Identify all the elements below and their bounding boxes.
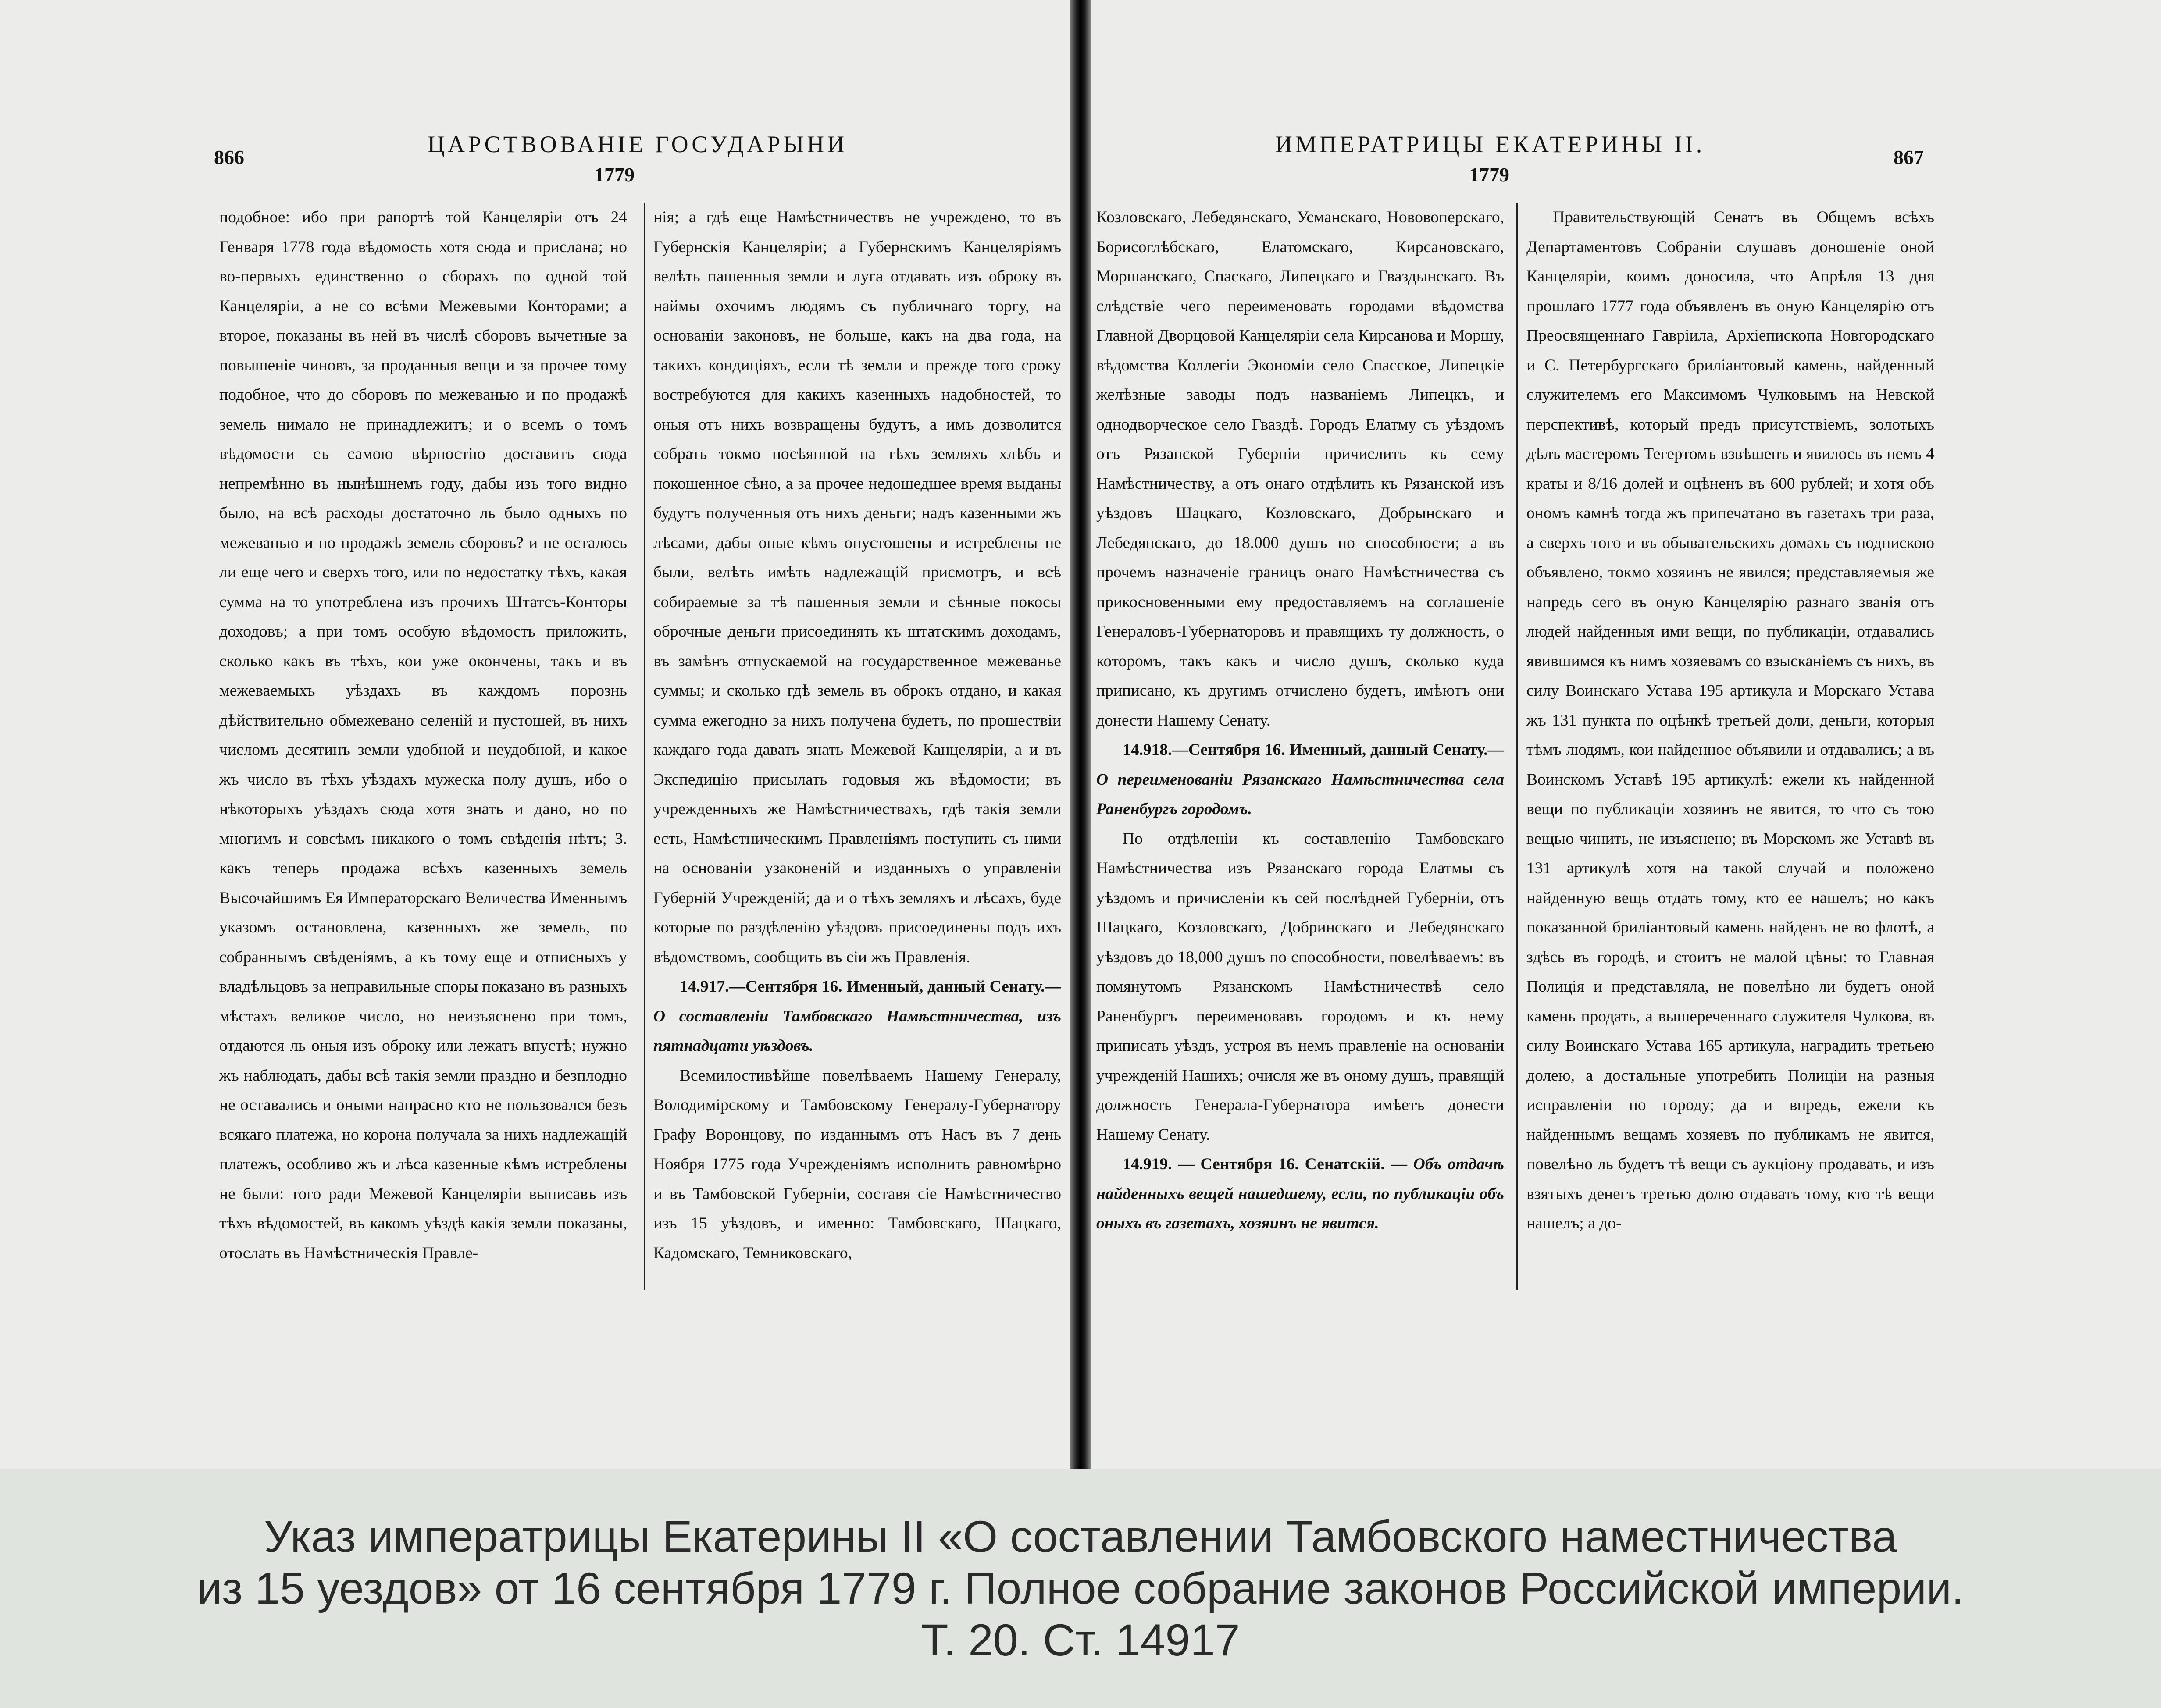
entry-title: Объ отдачѣ найденныхъ вещей нашедшему, если, по публикаціи объ оныхъ въ газетахъ, хозяинъ не явится.	[1096, 1155, 1504, 1232]
year-left: 1779	[594, 164, 635, 186]
entry-title: О переименованіи Рязанскаго Намѣстничества села Раненбургъ городомъ.	[1096, 770, 1504, 818]
book-gutter	[1070, 0, 1091, 1469]
right-page-column-2	[1526, 203, 1934, 1290]
text-paragraph: подобное: ибо при рапортѣ той Канцеляріи отъ 24 Генваря 1778 года вѣдомость хотя сюда и прислана; но во-первыхъ единственно о сборахъ по одной той Канцеляріи, а не со всѣми Межевыми Конторами; а второе, показаны въ ней въ числѣ сборовъ вычетные за повышеніе чиновъ, за проданныя вещи и за прочее тому подобное, что до сборовъ по межеванью и по продажѣ земель нимало не принадлежитъ; и о всемъ о томъ вѣдомости съ самою вѣрностію доставить сюда непремѣнно въ нынѣшнемъ году, дабы изъ того видно было, на всѣ расходы достаточно ль было одныхъ по межеванью и по продажѣ земель сборовъ? и не осталось ли еще чего и сверхъ того, или по недостатку тѣхъ, какая сумма на то употреблена изъ прочихъ Штатсъ-Конторы доходовъ; а при томъ особую вѣдомость приложить, сколько какъ въ тѣхъ, кои уже окончены, такъ и въ межеваемыхъ уѣздахъ въ каждомъ порознь дѣйствительно обмежевано селеній и пустошей, въ нихъ числомъ десятинъ земли удобной и неудобной, и какое жъ число въ тѣхъ уѣздахъ мужеска полу душъ, ибо о нѣкоторыхъ уѣздахъ сюда хотя знать и дано, но по многимъ и совсѣмъ никакого о томъ свѣденія нѣтъ; 3. какъ теперь продажа всѣхъ казенныхъ земель Высочайшимъ Ея Императорскаго Величества Именнымъ указомъ остановлена, казенныхъ же земель, по собраннымъ свѣденіямъ, а къ тому еще и отписныхъ у владѣльцовъ за неправильные споры показано въ разныхъ мѣстахъ великое число, но неизъяснено при томъ, отдаются ль оныя изъ оброку или лежатъ впустѣ; нужно жъ наблюдать, дабы всѣ такія земли праздно и безплодно не оставались и оными напрасно кто не пользовался безъ всякаго платежа, но корона получала за нихъ надлежащій платежъ, особливо жъ и лѣса казенные кѣмъ истреблены не были: того ради Межевой Канцеляріи выписавъ изъ тѣхъ вѣдомостей, въ какомъ уѣздѣ какія земли показаны, отослать въ Намѣстническія Правле-	[219, 208, 627, 1262]
left-page-column-2	[653, 203, 1061, 1290]
year-right: 1779	[1469, 164, 1509, 186]
page-number-right: 867	[1894, 146, 1924, 168]
caption-line-2: из 15 уездов» от 16 сентября 1779 г. Полное собрание законов Российской империи.	[197, 1563, 1964, 1613]
right-page-column-1	[1096, 203, 1504, 1290]
left-page	[0, 0, 1070, 1469]
page-number-left: 866	[214, 146, 244, 168]
caption-line-3: Т. 20. Ст. 14917	[921, 1615, 1240, 1665]
text-paragraph: По отдѣленіи къ составленію Тамбовскаго Намѣстничества изъ Рязанскаго города Елатмы съ уѣздомъ и причисленіи къ сей послѣдней Губерніи, отъ Шацкаго, Козловскаго, Добринскаго и Лебедянскаго уѣздовъ до 18,000 душъ по способности, повелѣваемъ: въ помянутомъ Рязанскомъ Намѣстничествѣ село Раненбургъ переименовавъ городомъ и къ нему приписать уѣздъ, устроя въ немъ правленіе на основаніи учрежденій Нашихъ; очисля же въ оному душъ, правящій должность Генерала-Губернатора имѣетъ донести Нашему Сенату.	[1096, 829, 1504, 1144]
left-page-column-1	[219, 203, 627, 1290]
text-paragraph: Всемилостивѣйше повелѣваемъ Нашему Генералу, Володимірскому и Тамбовскому Генералу-Губернатору Графу Воронцову, по изданнымъ отъ Насъ въ 7 день Ноября 1775 года Учрежденіямъ исполнить равномѣрно и въ Тамбовской Губерніи, составя сіе Намѣстничество изъ 15 уѣздовъ, и именно: Тамбовскаго, Шацкаго, Кадомскаго, Темниковскаго,	[653, 1066, 1061, 1262]
text-paragraph: нія; а гдѣ еще Намѣстничествъ не учреждено, то въ Губернскія Канцеляріи; а Губернскимъ Канцеляріямъ велѣть пашенныя земли и луга отдавать изъ оброку въ наймы охочимъ людямъ съ публичнаго торгу, на основаніи законовъ, не больше, какъ на два года, на такихъ кондиціяхъ, если тѣ земли и прежде того сроку востребуются для какихъ казенныхъ надобностей, то оныя отъ нихъ возвращены будутъ, а имъ дозволится собрать токмо посѣянной на тѣхъ земляхъ хлѣбъ и покошенное сѣно, а за прочее недошедшее время выданы будутъ полученныя отъ нихъ деньги; надъ казенными жъ лѣсами, дабы оные кѣмъ опустошены и истреблены не были, велѣть имѣть надлежащій присмотръ, и всѣ собираемые за тѣ пашенныя земли и сѣнные покосы оброчные деньги присоединять къ штатскимъ доходамъ, въ замѣнъ отпускаемой на государственное межеванье суммы; и сколько гдѣ земель въ оброкъ отдано, и какая сумма ежегодно за нихъ получена будетъ, по прошествіи каждаго года давать знать Межевой Канцеляріи, а и въ Экспедицію присылать годовыя жъ вѣдомости; въ учрежденныхъ же Намѣстничествахъ, гдѣ такія земли есть, Намѣстническимъ Правленіямъ поступить съ ними на основаніи узаконеній и изданныхъ о управленіи Губерній Учрежденій; да и о тѣхъ земляхъ и лѣсахъ, буде которые по раздѣленію уѣздовъ присоединены подъ ихъ вѣдомствомъ, сообщить въ сіи жъ Правленія.	[653, 208, 1061, 966]
running-head-right: ИМПЕРАТРИЦЫ ЕКАТЕРИНЫ II.	[1275, 131, 1705, 157]
column-rule-right	[1516, 203, 1518, 1290]
entry-number: 14.917.—Сентября 16. Именный, данный Сенату.—	[680, 978, 1061, 996]
entry-heading-14917	[653, 972, 1061, 1061]
caption-line-1: Указ императрицы Екатерины II «О составлении Тамбовского наместничества	[264, 1512, 1897, 1562]
entry-heading-14918	[1096, 735, 1504, 824]
entry-number: 14.918.—Сентября 16. Именный, данный Сенату.—	[1123, 741, 1504, 759]
entry-title: О составленіи Тамбовскаго Намѣстничества, изъ пятнадцати уѣздовъ.	[653, 1007, 1061, 1055]
text-paragraph: Правительствующій Сенатъ въ Общемъ всѣхъ Департаментовъ Собраніи слушавъ доношеніе оной Канцеляріи, коимъ доносила, что Апрѣля 13 дня прошлаго 1777 года объявленъ въ оную Канцелярію отъ Преосвященнаго Гавріила, Архіепископа Новгородскаго и С. Петербургскаго бриліантовый камень, найденный служителемъ его Максимомъ Чулковымъ на Невской перспективѣ, который предъ присутствіемъ, золотыхъ дѣлъ мастеромъ Тегертомъ взвѣшенъ и явилось въ немъ 4 краты и 8/16 долей и оцѣненъ въ 600 рублей; и хотя объ ономъ камнѣ тогда жъ припечатано въ газетахъ три раза, а сверхъ того и въ обывательскихъ домахъ съ подпискою объявлено, токмо хозяинъ не явился; представляемыя же напредь сего въ оную Канцелярію разнаго званія отъ людей найденныя ими вещи, по публикаціи, отдавались явившимся къ нимъ хозяевамъ со взысканіемъ съ нихъ, въ силу Воинскаго Устава 195 артикула и Морскаго Устава жъ 131 пункта по оцѣнкѣ третьей доли, деньги, которыя тѣмъ людямъ, кои найденное объявили и отдавались; а въ Воинскомъ Уставѣ 195 артикулѣ: ежели къ найденной вещи по публикаціи хозяинъ не явится, то что съ тою вещью чинить, не изъяснено; въ Морскомъ же Уставѣ въ 131 артикулѣ хотя на такой случай и положено найденную вещь отдать тому, кто ее нашелъ; но какъ показанной бриліантовый камень найденъ не во флотѣ, а здѣсь въ городѣ, и стоитъ не малой цѣны: то Главная Полиція и представляла, не повелѣно ли будетъ оной камень продать, а вышереченнаго служителя Чулкова, въ силу Воинскаго Устава 165 артикула, наградить третьею долею, а достальные употребить Полиціи на разныя исправленіи по городу; да и впредь, ежели къ найденнымъ вещамъ хозяевъ по публикамъ не явится, повелѣно ль будетъ тѣ вещи съ аукціону продавать, и изъ взятыхъ денегъ третью долю отдавать тому, кто тѣ вещи нашелъ; а до-	[1526, 208, 1934, 1232]
text-paragraph: Козловскаго, Лебедянскаго, Усманскаго, Нововоперскаго, Борисоглѣбскаго, Елатомскаго, Кирсановскаго, Моршанскаго, Спаскаго, Липецкаго и Гваздынскаго. Въ слѣдствіе чего переименовать городами вѣдомства Главной Дворцовой Канцеляріи села Кирсанова и Моршу, вѣдомства Коллегіи Экономіи село Спасское, Липецкіе желѣзные заводы подъ названіемъ Липецкъ, и однодворческое село Гваздѣ. Городъ Елатму съ уѣздомъ отъ Рязанской Губерніи причислить къ сему Намѣстничеству, а отъ онаго отдѣлить къ Рязанской изъ уѣздовъ Шацкаго, Козловскаго, Добрынскаго и Лебедянскаго, до 18.000 душъ по способности; а въ прочемъ назначеніе границъ онаго Намѣстничества съ прикосновенными ему предоставляемъ на соглашеніе Генераловъ-Губернаторовъ и правящихъ ту должность, о которомъ, такъ какъ и число душъ, сколько куда приписано, къ другимъ отчислено будетъ, имѣютъ они донести Нашему Сенату.	[1096, 208, 1504, 729]
caption	[0, 1469, 2161, 1708]
entry-number: 14.919. — Сентября 16. Сенатскій. —	[1123, 1155, 1407, 1173]
running-head-left: ЦАРСТВОВАНІЕ ГОСУДАРЫНИ	[428, 131, 848, 157]
entry-heading-14919	[1096, 1149, 1504, 1238]
column-rule-left	[644, 203, 645, 1290]
right-page	[1091, 0, 2161, 1469]
